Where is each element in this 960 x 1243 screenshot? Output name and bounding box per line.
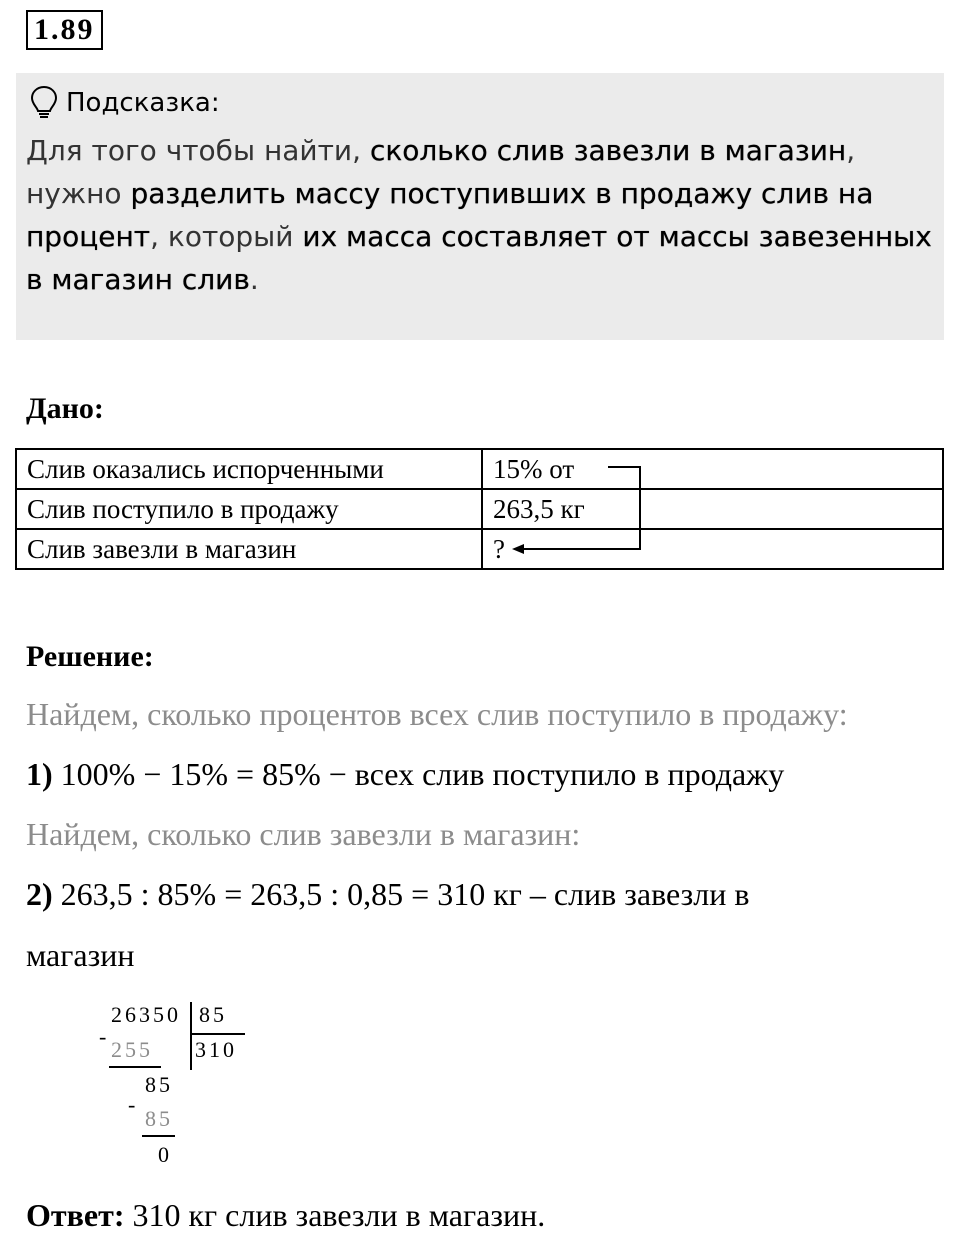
step2-line — [26, 876, 749, 913]
answer-text: 310 кг слив завезли в магазин. — [124, 1197, 546, 1233]
minus-sign: - — [99, 1024, 110, 1049]
hint-emphasis: их масса составляет от массы завезенных в магазин слив — [26, 220, 932, 296]
hint-segment: . — [249, 263, 259, 296]
table-row — [16, 529, 943, 569]
division-vertical-line — [190, 1002, 192, 1070]
step1-number: 1) — [26, 756, 53, 792]
hint-emphasis: разделить массу поступивших в продажу слив на процент — [26, 177, 874, 253]
subtraction-line-2 — [142, 1135, 175, 1137]
divisor: 85 — [199, 1002, 227, 1027]
subtrahend-1: 255 — [111, 1037, 153, 1062]
step1-intro: Найдем, сколько процентов всех слив поступило в продажу: — [26, 696, 848, 732]
given-value: 15% от — [482, 449, 943, 489]
hint-segment: Для того чтобы найти, — [26, 134, 370, 167]
hint-segment: , нужно — [26, 134, 856, 210]
division-divisor-line — [190, 1033, 245, 1035]
answer-line — [26, 1197, 545, 1234]
remainder-2: 0 — [158, 1142, 172, 1167]
hint-text — [26, 129, 938, 301]
step2-text: 263,5 : 85% = 263,5 : 0,85 = 310 кг – слив завезли в — [52, 876, 750, 912]
step2-continuation: магазин — [26, 937, 135, 973]
arrow-icon — [490, 455, 650, 565]
step1-line — [26, 756, 784, 793]
table-row — [16, 489, 943, 529]
quotient: 310 — [195, 1037, 237, 1062]
hint-title — [30, 85, 220, 121]
hint-title-text: Подсказка: — [66, 88, 220, 118]
given-value: 263,5 кг — [482, 489, 943, 529]
hint-emphasis: сколько слив завезли в магазин — [369, 134, 847, 167]
step2-intro: Найдем, сколько слив завезли в магазин: — [26, 816, 581, 852]
given-table — [15, 448, 944, 570]
minus-sign: - — [128, 1092, 139, 1117]
answer-label: Ответ: — [26, 1197, 125, 1233]
step1-text: 100% − 15% = 85% − всех слив поступило в продажу — [52, 756, 785, 792]
subtraction-line-1 — [109, 1066, 161, 1068]
task-number: 1.89 — [26, 10, 103, 50]
given-label: Слив поступило в продажу — [16, 489, 482, 529]
long-division — [95, 1000, 265, 1175]
remainder-1: 85 — [145, 1072, 173, 1097]
hint-box — [16, 73, 944, 340]
dividend: 26350 — [111, 1002, 181, 1027]
lightbulb-icon — [30, 85, 58, 121]
table-row — [16, 449, 943, 489]
subtrahend-2: 85 — [145, 1106, 173, 1131]
given-value: ? — [482, 529, 943, 569]
hint-segment: , который — [150, 220, 303, 253]
given-label: Слив оказались испорченными — [16, 449, 482, 489]
given-label: Слив завезли в магазин — [16, 529, 482, 569]
given-heading: Дано: — [26, 392, 104, 425]
step2-number: 2) — [26, 876, 53, 912]
solution-heading: Решение: — [26, 640, 154, 673]
